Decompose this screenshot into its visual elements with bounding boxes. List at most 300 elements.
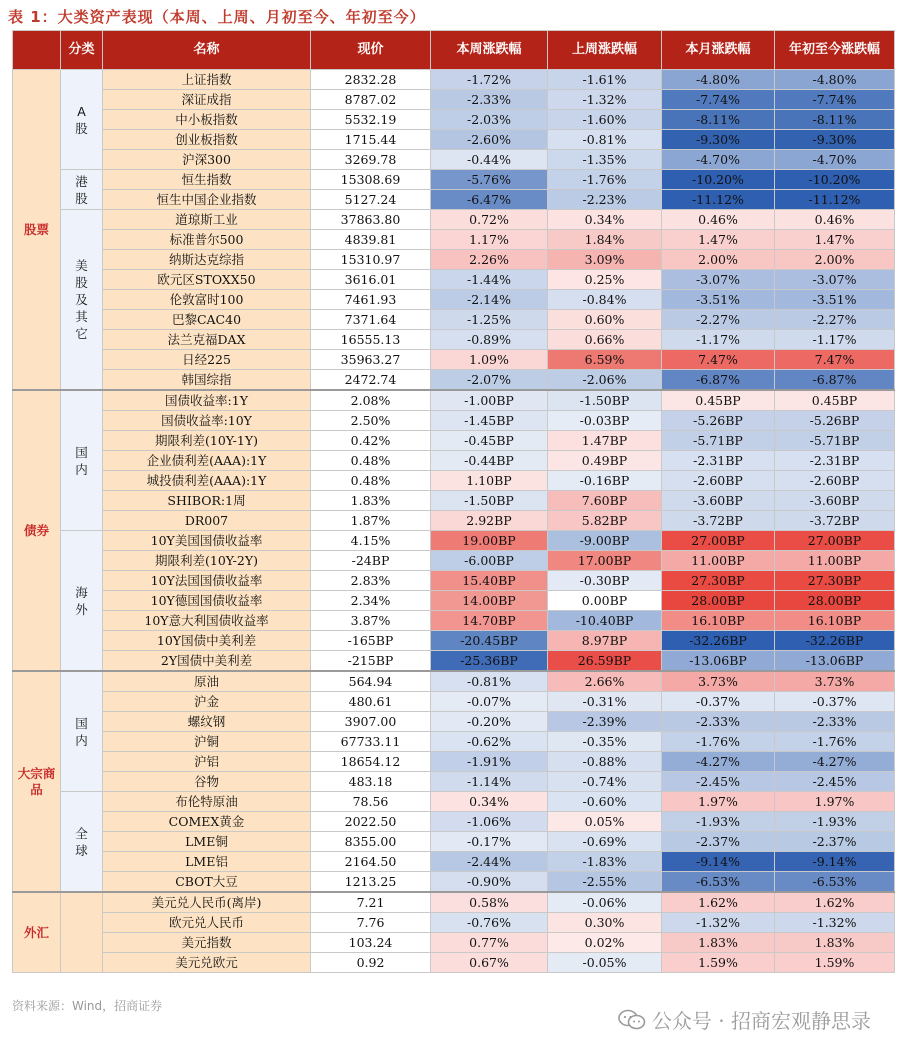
- month-change: -5.26BP: [662, 411, 775, 431]
- last_week-change: -9.00BP: [548, 531, 662, 551]
- table-row: [13, 110, 895, 130]
- asset-name: 10Y美国国债收益率: [103, 531, 311, 551]
- week-change: -1.06%: [431, 812, 548, 832]
- month-change: -5.71BP: [662, 431, 775, 451]
- month-change: -1.32%: [662, 913, 775, 933]
- last_week-change: -2.55%: [548, 872, 662, 893]
- last_week-change: -0.84%: [548, 290, 662, 310]
- last_week-change: -1.83%: [548, 852, 662, 872]
- current-price: 8787.02: [311, 90, 431, 110]
- table-row: [13, 250, 895, 270]
- current-price: 103.24: [311, 933, 431, 953]
- subcategory-cell: A股: [61, 70, 103, 170]
- current-price: 2022.50: [311, 812, 431, 832]
- month-change: -1.76%: [662, 732, 775, 752]
- last_week-change: 0.49BP: [548, 451, 662, 471]
- month-change: -3.60BP: [662, 491, 775, 511]
- asset-name: 道琼斯工业: [103, 210, 311, 230]
- current-price: 483.18: [311, 772, 431, 792]
- table-row: [13, 611, 895, 631]
- week-change: -25.36BP: [431, 651, 548, 672]
- ytd-change: -4.80%: [775, 70, 895, 90]
- asset-name: CBOT大豆: [103, 872, 311, 893]
- table-row: [13, 651, 895, 672]
- week-change: 1.10BP: [431, 471, 548, 491]
- last_week-change: -2.39%: [548, 712, 662, 732]
- current-price: 8355.00: [311, 832, 431, 852]
- ytd-change: -2.33%: [775, 712, 895, 732]
- asset-performance-table: [12, 30, 895, 973]
- header-row: [13, 31, 895, 70]
- month-change: -9.14%: [662, 852, 775, 872]
- subcategory-cell: 国内: [61, 390, 103, 531]
- header-last-week: 上周涨跌幅: [548, 31, 662, 70]
- last_week-change: -2.06%: [548, 370, 662, 391]
- category-cell: 债券: [13, 390, 61, 671]
- table-row: [13, 671, 895, 692]
- last_week-change: -0.74%: [548, 772, 662, 792]
- last_week-change: -0.81%: [548, 130, 662, 150]
- ytd-change: 0.46%: [775, 210, 895, 230]
- table-row: [13, 230, 895, 250]
- ytd-change: -3.72BP: [775, 511, 895, 531]
- subcategory-cell: 港股: [61, 170, 103, 210]
- last_week-change: 5.82BP: [548, 511, 662, 531]
- current-price: 7.21: [311, 892, 431, 913]
- table-row: [13, 571, 895, 591]
- table-row: [13, 471, 895, 491]
- week-change: -2.14%: [431, 290, 548, 310]
- table-row: [13, 551, 895, 571]
- month-change: -4.27%: [662, 752, 775, 772]
- last_week-change: -2.23%: [548, 190, 662, 210]
- week-change: -2.03%: [431, 110, 548, 130]
- table-row: [13, 872, 895, 893]
- last_week-change: -0.31%: [548, 692, 662, 712]
- wechat-icon: [618, 1009, 646, 1031]
- week-change: 15.40BP: [431, 571, 548, 591]
- asset-name: 上证指数: [103, 70, 311, 90]
- ytd-change: 0.45BP: [775, 390, 895, 411]
- header-blank: [13, 31, 61, 70]
- asset-name: 欧元区STOXX50: [103, 270, 311, 290]
- last_week-change: -0.88%: [548, 752, 662, 772]
- last_week-change: -1.50BP: [548, 390, 662, 411]
- week-change: 0.58%: [431, 892, 548, 913]
- month-change: -6.53%: [662, 872, 775, 893]
- month-change: 2.00%: [662, 250, 775, 270]
- asset-name: 伦敦富时100: [103, 290, 311, 310]
- ytd-change: -2.45%: [775, 772, 895, 792]
- ytd-change: -3.51%: [775, 290, 895, 310]
- week-change: -6.00BP: [431, 551, 548, 571]
- current-price: 15310.97: [311, 250, 431, 270]
- month-change: -4.70%: [662, 150, 775, 170]
- current-price: 37863.80: [311, 210, 431, 230]
- current-price: 2.83%: [311, 571, 431, 591]
- week-change: 0.34%: [431, 792, 548, 812]
- week-change: -0.45BP: [431, 431, 548, 451]
- month-change: 1.97%: [662, 792, 775, 812]
- ytd-change: -3.60BP: [775, 491, 895, 511]
- table-row: [13, 913, 895, 933]
- week-change: -20.45BP: [431, 631, 548, 651]
- asset-name: 城投债利差(AAA):1Y: [103, 471, 311, 491]
- table-row: [13, 953, 895, 973]
- asset-name: 巴黎CAC40: [103, 310, 311, 330]
- current-price: 2.08%: [311, 390, 431, 411]
- week-change: -1.14%: [431, 772, 548, 792]
- last_week-change: -1.61%: [548, 70, 662, 90]
- last_week-change: 0.05%: [548, 812, 662, 832]
- current-price: 15308.69: [311, 170, 431, 190]
- week-change: -2.60%: [431, 130, 548, 150]
- week-change: -1.91%: [431, 752, 548, 772]
- last_week-change: 0.60%: [548, 310, 662, 330]
- current-price: 480.61: [311, 692, 431, 712]
- week-change: -0.17%: [431, 832, 548, 852]
- table-row: [13, 812, 895, 832]
- week-change: -0.89%: [431, 330, 548, 350]
- week-change: -0.90%: [431, 872, 548, 893]
- table-row: [13, 431, 895, 451]
- asset-name: 期限利差(10Y-1Y): [103, 431, 311, 451]
- header-week: 本周涨跌幅: [431, 31, 548, 70]
- last_week-change: 0.02%: [548, 933, 662, 953]
- last_week-change: -1.35%: [548, 150, 662, 170]
- current-price: 0.48%: [311, 471, 431, 491]
- ytd-change: -10.20%: [775, 170, 895, 190]
- table-row: [13, 370, 895, 391]
- current-price: 16555.13: [311, 330, 431, 350]
- ytd-change: -9.30%: [775, 130, 895, 150]
- week-change: -0.81%: [431, 671, 548, 692]
- table-row: [13, 330, 895, 350]
- category-cell: 股票: [13, 70, 61, 391]
- ytd-change: -32.26BP: [775, 631, 895, 651]
- week-change: 1.17%: [431, 230, 548, 250]
- week-change: -2.33%: [431, 90, 548, 110]
- last_week-change: -10.40BP: [548, 611, 662, 631]
- subcategory-cell: 全球: [61, 792, 103, 893]
- category-cell: 大宗商品: [13, 671, 61, 892]
- current-price: -24BP: [311, 551, 431, 571]
- last_week-change: 6.59%: [548, 350, 662, 370]
- ytd-change: 16.10BP: [775, 611, 895, 631]
- table-row: [13, 511, 895, 531]
- month-change: -2.37%: [662, 832, 775, 852]
- ytd-change: -4.27%: [775, 752, 895, 772]
- asset-name: 中小板指数: [103, 110, 311, 130]
- ytd-change: -3.07%: [775, 270, 895, 290]
- current-price: 2472.74: [311, 370, 431, 391]
- asset-name: 国债收益率:1Y: [103, 390, 311, 411]
- last_week-change: -1.60%: [548, 110, 662, 130]
- ytd-change: 1.62%: [775, 892, 895, 913]
- asset-name: 10Y德国国债收益率: [103, 591, 311, 611]
- month-change: -2.27%: [662, 310, 775, 330]
- current-price: 0.48%: [311, 451, 431, 471]
- table-title: 表 1：大类资产表现（本周、上周、月初至今、年初至今）: [8, 8, 426, 26]
- asset-name: 沪深300: [103, 150, 311, 170]
- table-row: [13, 933, 895, 953]
- current-price: 2.50%: [311, 411, 431, 431]
- week-change: -2.07%: [431, 370, 548, 391]
- asset-name: 2Y国债中美利差: [103, 651, 311, 672]
- month-change: 0.45BP: [662, 390, 775, 411]
- ytd-change: -11.12%: [775, 190, 895, 210]
- last_week-change: 7.60BP: [548, 491, 662, 511]
- week-change: -2.44%: [431, 852, 548, 872]
- week-change: -1.25%: [431, 310, 548, 330]
- asset-name: 期限利差(10Y-2Y): [103, 551, 311, 571]
- asset-name: 沪铜: [103, 732, 311, 752]
- asset-name: COMEX黄金: [103, 812, 311, 832]
- ytd-change: -2.31BP: [775, 451, 895, 471]
- current-price: 1.87%: [311, 511, 431, 531]
- asset-name: 日经225: [103, 350, 311, 370]
- last_week-change: 0.00BP: [548, 591, 662, 611]
- table-row: [13, 792, 895, 812]
- week-change: -0.44%: [431, 150, 548, 170]
- asset-name: 深证成指: [103, 90, 311, 110]
- asset-name: 韩国综指: [103, 370, 311, 391]
- table-row: [13, 210, 895, 230]
- week-change: 19.00BP: [431, 531, 548, 551]
- current-price: -165BP: [311, 631, 431, 651]
- last_week-change: 0.30%: [548, 913, 662, 933]
- asset-name: 10Y法国国债收益率: [103, 571, 311, 591]
- current-price: 7.76: [311, 913, 431, 933]
- table-row: [13, 190, 895, 210]
- last_week-change: -1.32%: [548, 90, 662, 110]
- table-row: [13, 130, 895, 150]
- table-row: [13, 832, 895, 852]
- subcategory-cell: 国内: [61, 671, 103, 792]
- table-row: [13, 531, 895, 551]
- month-change: 0.46%: [662, 210, 775, 230]
- ytd-change: -2.27%: [775, 310, 895, 330]
- week-change: 2.26%: [431, 250, 548, 270]
- week-change: -0.76%: [431, 913, 548, 933]
- week-change: 14.00BP: [431, 591, 548, 611]
- asset-name: 恒生中国企业指数: [103, 190, 311, 210]
- ytd-change: -1.17%: [775, 330, 895, 350]
- ytd-change: 1.97%: [775, 792, 895, 812]
- asset-name: 标准普尔500: [103, 230, 311, 250]
- table-row: [13, 150, 895, 170]
- ytd-change: -7.74%: [775, 90, 895, 110]
- month-change: -7.74%: [662, 90, 775, 110]
- ytd-change: -13.06BP: [775, 651, 895, 672]
- month-change: 7.47%: [662, 350, 775, 370]
- asset-name: 欧元兑人民币: [103, 913, 311, 933]
- ytd-change: 27.00BP: [775, 531, 895, 551]
- current-price: 2.34%: [311, 591, 431, 611]
- ytd-change: 2.00%: [775, 250, 895, 270]
- current-price: 1715.44: [311, 130, 431, 150]
- last_week-change: -1.76%: [548, 170, 662, 190]
- last_week-change: -0.30BP: [548, 571, 662, 591]
- month-change: -9.30%: [662, 130, 775, 150]
- month-change: -3.07%: [662, 270, 775, 290]
- ytd-change: 1.59%: [775, 953, 895, 973]
- subcategory-cell: 美股及其它: [61, 210, 103, 391]
- asset-name: 10Y意大利国债收益率: [103, 611, 311, 631]
- month-change: -32.26BP: [662, 631, 775, 651]
- month-change: -1.17%: [662, 330, 775, 350]
- last_week-change: 1.84%: [548, 230, 662, 250]
- last_week-change: 0.66%: [548, 330, 662, 350]
- table-row: [13, 290, 895, 310]
- last_week-change: -0.60%: [548, 792, 662, 812]
- last_week-change: -0.69%: [548, 832, 662, 852]
- table-row: [13, 310, 895, 330]
- last_week-change: -0.03BP: [548, 411, 662, 431]
- week-change: -5.76%: [431, 170, 548, 190]
- subcategory-cell: [61, 892, 103, 973]
- month-change: -1.93%: [662, 812, 775, 832]
- current-price: 3269.78: [311, 150, 431, 170]
- watermark: [618, 1005, 871, 1034]
- asset-name: 恒生指数: [103, 170, 311, 190]
- week-change: -1.00BP: [431, 390, 548, 411]
- current-price: 18654.12: [311, 752, 431, 772]
- month-change: -10.20%: [662, 170, 775, 190]
- week-change: 0.67%: [431, 953, 548, 973]
- ytd-change: 3.73%: [775, 671, 895, 692]
- last_week-change: -0.35%: [548, 732, 662, 752]
- current-price: 4839.81: [311, 230, 431, 250]
- last_week-change: -0.05%: [548, 953, 662, 973]
- month-change: 1.47%: [662, 230, 775, 250]
- week-change: 1.09%: [431, 350, 548, 370]
- current-price: 3616.01: [311, 270, 431, 290]
- ytd-change: -2.60BP: [775, 471, 895, 491]
- month-change: 28.00BP: [662, 591, 775, 611]
- asset-name: 螺纹钢: [103, 712, 311, 732]
- current-price: 5532.19: [311, 110, 431, 130]
- current-price: 35963.27: [311, 350, 431, 370]
- table-row: [13, 491, 895, 511]
- week-change: 14.70BP: [431, 611, 548, 631]
- category-cell: 外汇: [13, 892, 61, 973]
- current-price: 2164.50: [311, 852, 431, 872]
- month-change: 1.59%: [662, 953, 775, 973]
- table-row: [13, 70, 895, 90]
- week-change: -0.44BP: [431, 451, 548, 471]
- month-change: -3.72BP: [662, 511, 775, 531]
- ytd-change: -6.53%: [775, 872, 895, 893]
- month-change: 27.00BP: [662, 531, 775, 551]
- ytd-change: -6.87%: [775, 370, 895, 391]
- table-row: [13, 631, 895, 651]
- source-note: 资料来源：Wind，招商证券: [12, 999, 163, 1013]
- ytd-change: 1.83%: [775, 933, 895, 953]
- table-row: [13, 90, 895, 110]
- table-row: [13, 772, 895, 792]
- month-change: 16.10BP: [662, 611, 775, 631]
- current-price: 3.87%: [311, 611, 431, 631]
- asset-name: 美元兑人民币(离岸): [103, 892, 311, 913]
- current-price: 1213.25: [311, 872, 431, 893]
- header-category: 分类: [61, 31, 103, 70]
- last_week-change: -0.16BP: [548, 471, 662, 491]
- month-change: -8.11%: [662, 110, 775, 130]
- current-price: 7461.93: [311, 290, 431, 310]
- ytd-change: -9.14%: [775, 852, 895, 872]
- table-row: [13, 732, 895, 752]
- week-change: -1.44%: [431, 270, 548, 290]
- table-row: [13, 451, 895, 471]
- last_week-change: 0.25%: [548, 270, 662, 290]
- asset-name: 美元兑欧元: [103, 953, 311, 973]
- current-price: 67733.11: [311, 732, 431, 752]
- asset-name: 企业债利差(AAA):1Y: [103, 451, 311, 471]
- month-change: -0.37%: [662, 692, 775, 712]
- month-change: 3.73%: [662, 671, 775, 692]
- watermark-text: 公众号 · 招商宏观静思录: [651, 1009, 871, 1033]
- month-change: 1.83%: [662, 933, 775, 953]
- week-change: -1.45BP: [431, 411, 548, 431]
- asset-name: DR007: [103, 511, 311, 531]
- table-row: [13, 591, 895, 611]
- current-price: 2832.28: [311, 70, 431, 90]
- asset-name: 创业板指数: [103, 130, 311, 150]
- table-row: [13, 852, 895, 872]
- asset-name: SHIBOR:1周: [103, 491, 311, 511]
- table-row: [13, 390, 895, 411]
- table-row: [13, 692, 895, 712]
- last_week-change: -0.06%: [548, 892, 662, 913]
- month-change: 1.62%: [662, 892, 775, 913]
- month-change: -13.06BP: [662, 651, 775, 672]
- header-month: 本月涨跌幅: [662, 31, 775, 70]
- asset-name: LME铝: [103, 852, 311, 872]
- table-row: [13, 752, 895, 772]
- ytd-change: -1.76%: [775, 732, 895, 752]
- month-change: -3.51%: [662, 290, 775, 310]
- month-change: -2.45%: [662, 772, 775, 792]
- last_week-change: 8.97BP: [548, 631, 662, 651]
- ytd-change: -4.70%: [775, 150, 895, 170]
- asset-name: 沪金: [103, 692, 311, 712]
- ytd-change: -2.37%: [775, 832, 895, 852]
- asset-name: 沪铝: [103, 752, 311, 772]
- ytd-change: -5.26BP: [775, 411, 895, 431]
- ytd-change: -0.37%: [775, 692, 895, 712]
- current-price: 0.42%: [311, 431, 431, 451]
- current-price: 4.15%: [311, 531, 431, 551]
- month-change: -6.87%: [662, 370, 775, 391]
- table-row: [13, 270, 895, 290]
- last_week-change: 0.34%: [548, 210, 662, 230]
- month-change: -4.80%: [662, 70, 775, 90]
- header-price: 现价: [311, 31, 431, 70]
- asset-name: 谷物: [103, 772, 311, 792]
- current-price: 3907.00: [311, 712, 431, 732]
- ytd-change: -1.32%: [775, 913, 895, 933]
- asset-name: 原油: [103, 671, 311, 692]
- asset-name: LME铜: [103, 832, 311, 852]
- week-change: -6.47%: [431, 190, 548, 210]
- ytd-change: -5.71BP: [775, 431, 895, 451]
- current-price: 0.92: [311, 953, 431, 973]
- week-change: 0.77%: [431, 933, 548, 953]
- current-price: 1.83%: [311, 491, 431, 511]
- last_week-change: 26.59BP: [548, 651, 662, 672]
- table-row: [13, 411, 895, 431]
